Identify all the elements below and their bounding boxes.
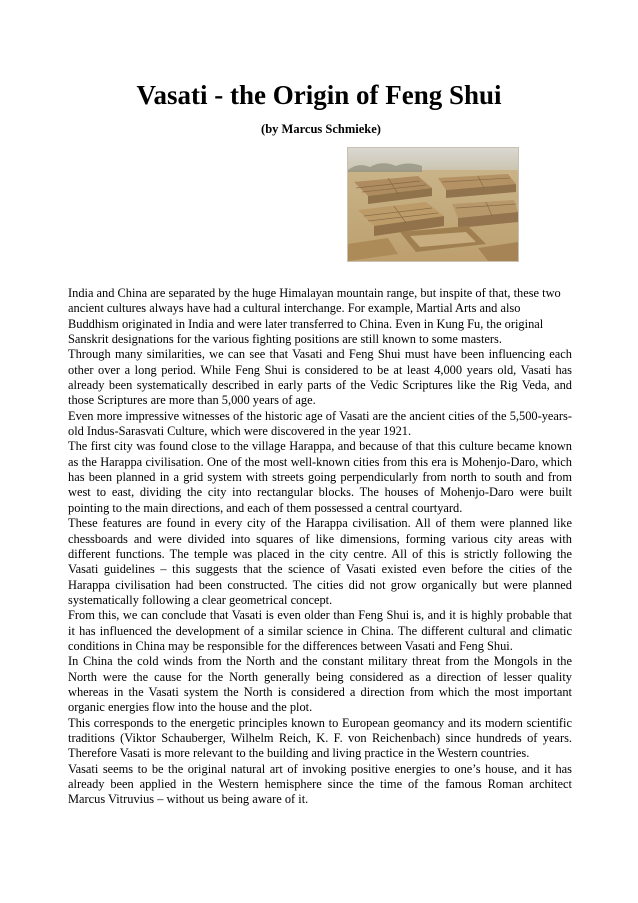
- paragraph: Vasati seems to be the original natural art of invoking positive energies to one’s house, and it has already been applied in the Western hemisphere since the time of the famous Roman architect Marcus Vitruvius – without us being aware of it.: [68, 761, 572, 807]
- paragraph: From this, we can conclude that Vasati is even older than Feng Shui is, and it is highly probable that it has influenced the development of a similar science in China. The different cultural and climatic conditions in China may be responsible for the differences between Vasati and Feng Shui.: [68, 608, 572, 653]
- paragraph: In China the cold winds from the North and the constant military threat from the Mongols in the North were the cause for the North generally being considered as a direction of lesser quality whereas in the Vasati system the North is considered a direction from which the most important organic energies flow into the house and the plot.: [68, 654, 572, 715]
- document-title: Vasati - the Origin of Feng Shui: [136, 80, 502, 110]
- article-body: [68, 286, 572, 808]
- ruins-photo: [347, 147, 519, 262]
- author-byline: (by Marcus Schmieke): [261, 122, 381, 136]
- paragraph: The first city was found close to the village Harappa, and because of that this culture became known as the Harappa civilisation. One of the most well-known cities from this era is Mohenjo-Daro, which has been planned in a grid system with streets going perpendicularly from north to south and from west to east, dividing the city into rectangular blocks. The houses of Mohenjo-Daro were built pointing to the main directions, and each of them possessed a central courtyard.: [68, 439, 572, 515]
- paragraph: This corresponds to the energetic principles known to European geomancy and its modern scientific traditions (Viktor Schauberger, Wilhelm Reich, K. F. von Reichenbach) since hundreds of years. Therefore Vasati is more relevant to the building and living practice in the Western countries.: [68, 715, 572, 761]
- paragraph: These features are found in every city of the Harappa civilisation. All of them were planned like chessboards and were divided into squares of like dimensions, forming various city areas with different functions. The temple was placed in the city centre. All of this is strictly following the Vasati guidelines – this suggests that the science of Vasati existed even before the cities of the Harappa civilisation had been constructed. The cities did not grow organically but were planned systematically following a clear geometrical concept.: [68, 516, 572, 607]
- paragraph: Even more impressive witnesses of the historic age of Vasati are the ancient cities of the 5,500-years-old Indus-Sarasvati Culture, which were discovered in the year 1921.: [68, 408, 572, 439]
- paragraph: India and China are separated by the huge Himalayan mountain range, but inspite of that, these two ancient cultures always have had a cultural interchange. For example, Martial Arts and also Buddhism originated in India and were later transferred to China. Even in Kung Fu, the original Sanskrit designations for the various fighting positions are still known to some masters.: [68, 286, 561, 347]
- paragraph: Through many similarities, we can see that Vasati and Feng Shui must have been influencing each other over a long period. While Feng Shui is considered to be at least 4,000 years old, Vasati has already been systematically described in early parts of the Vedic Scriptures like the Rig Veda, and those Scriptures are more than 5,000 years of age.: [68, 347, 572, 408]
